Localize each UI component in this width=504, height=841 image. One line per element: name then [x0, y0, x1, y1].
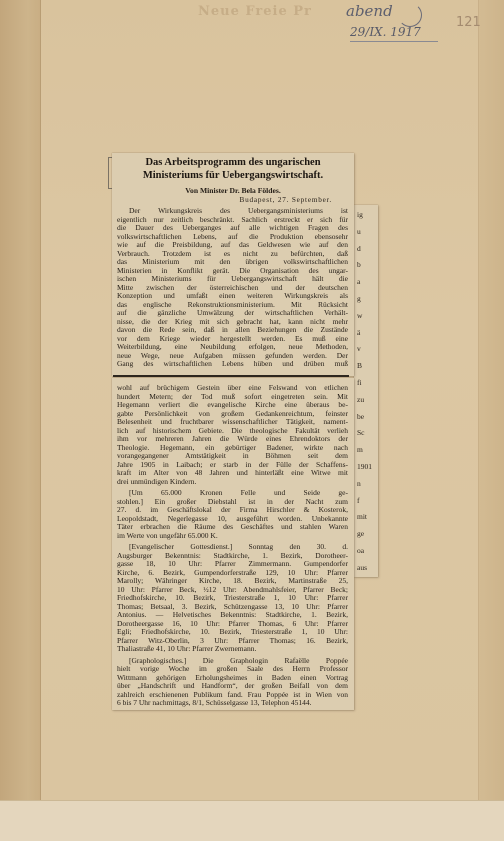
- news-line: Pfarrer Witz-Oberlin, 3 Uhr: Pfarrer Thomas; 16. Bezirk,: [117, 636, 348, 645]
- news-line: Thomas; Betsaal, 3. Bezirk, Schützengasse 13, 10 Uhr: Pfarrer: [117, 602, 348, 611]
- article-title-line: Das Arbeitsprogramm des ungarischen: [145, 157, 321, 168]
- news-line: Dorotheergasse 16, 10 Uhr: Pfarrer Thomas, 6 Uhr: Pfarrer: [117, 619, 348, 628]
- adjacent-column-fragments: [357, 207, 378, 577]
- news-line: Kirche, 6. Bezirk, Gumpendorferstraße 129, 10 Uhr: Pfarrer: [117, 568, 348, 577]
- article-line: ischen Ministeriums für Uebergangswirtschaft hält die: [117, 275, 348, 283]
- news-line: gabte Persönlichkeit von großem Gedankenreichtum, feinster: [117, 409, 348, 418]
- article-line: auf die gänzliche Umwälzung der wirtschaftlichen Verhält-: [117, 309, 348, 317]
- article-line: vor dem Kriege wieder hergestellt werden. Es muß eine: [117, 334, 348, 343]
- column-fragment: n: [357, 478, 361, 488]
- article-line: nisse, die der Krieg mit sich gebracht hat, kann nicht mehr: [117, 317, 348, 326]
- article-line: Verbrauch. Trotzdem ist es nicht zu befürchten, daß: [117, 249, 348, 258]
- article-line: neue Wege, neue Aufgaben müssen gefunden werden. Der: [117, 351, 348, 360]
- news-line: hundert Metern; der Tod muß sofort eingetreten sein. Mit: [117, 392, 348, 401]
- column-fragment: b: [357, 260, 361, 270]
- news-line: Leopoldstadt, Negerlegasse 10, ausgeführt worden. Unbekannte: [117, 514, 348, 523]
- news-line: 27. d. im Geschäftslokal der Firma Hirschler & Kosterok,: [117, 506, 348, 514]
- article-line: Weiterbildung, eine Neubildung erfolgen, neue Methoden,: [117, 343, 348, 351]
- news-line: hielt vorige Woche im großen Saale des Herrn Professor: [117, 665, 348, 673]
- news-line: Belesenheit und fruchtbarer wissenschaftlicher Tätigkeit, nament-: [117, 418, 348, 426]
- news-line: [Evangelischer Gottesdienst.] Sonntag den 30. d.: [129, 543, 348, 551]
- news-line: 10 Uhr: Pfarrer Beck, ½12 Uhr: Abendmahlsfeier, Pfarrer Beck;: [117, 585, 348, 594]
- column-fragment: be: [357, 411, 365, 421]
- article-line: Gang des wirtschaftlichen Lebens hüben und drüben muß: [117, 360, 348, 368]
- news-line: Täter erbrachen die Räume des Geschäftes und stahlen Waren: [117, 523, 348, 531]
- news-line: stohlen.] Ein großer Diebstahl ist in der Nacht zum: [117, 497, 348, 506]
- article-line: die Dauer des Ueberganges auf alle wichtigen Fragen des: [117, 224, 348, 232]
- column-fragment: mit: [357, 512, 368, 522]
- column-fragment: fi: [357, 377, 362, 387]
- news-line: Friedhofskirche, 10. Bezirk, Triesterstraße 1, 10 Uhr: Pfarrer: [117, 594, 348, 602]
- column-fragment: a: [357, 277, 361, 287]
- news-paragraph: [117, 384, 348, 486]
- article-line: eigentlich nur zeitlich beschränkt. Sachlich erstreckt er sich für: [117, 215, 348, 224]
- news-line: gasse 18, 10 Uhr: Pfarrer Zimmermann. Gumpendorfer: [117, 560, 348, 568]
- clipping-upper: [112, 153, 354, 376]
- column-fragment: v: [357, 344, 361, 354]
- news-line: über „Handschrift und Handform“, der großen Beifall von dem: [117, 682, 348, 690]
- news-line: Augsburger Bekenntnis: Stadtkirche, 1. Bezirk, Dorotheer-: [117, 551, 348, 560]
- adjacent-column-strip: [354, 205, 378, 577]
- left-margin-strip: [0, 0, 41, 800]
- article-line: Der Wirkungskreis des Uebergangsministeriums ist: [129, 207, 348, 215]
- column-fragment: u: [357, 226, 361, 236]
- right-margin-strip: [478, 0, 504, 800]
- article-line: das Ministerium mit den übrigen volkswirtschaftlichen: [117, 258, 348, 266]
- clipping-lower: [112, 378, 354, 710]
- news-line: Hegemann verliert die evangelische Kirche eine überaus be-: [117, 401, 348, 409]
- news-line: [Um 65.000 Kronen Felle und Seide ge-: [129, 489, 348, 497]
- article-line: Konzeption und umfaßt einen weiteren Wirkungskreis als: [117, 292, 348, 300]
- column-fragment: ig: [357, 210, 363, 219]
- news-line: Antonius. — Helvetisches Bekenntnis: Stadtkirche, 1. Bezirk,: [117, 611, 348, 619]
- column-fragment: d: [357, 243, 361, 253]
- column-fragment: w: [357, 310, 363, 320]
- news-line: zahlreich erschienenen Publikum fand. Frau Poppée ist in Wien von: [117, 690, 348, 699]
- news-line: im Werte von ungefähr 65.000 K.: [117, 531, 218, 540]
- article-title: [112, 156, 354, 182]
- news-paragraph: [117, 657, 348, 708]
- article-byline: Von Minister Dr. Bela Földes.: [185, 186, 281, 195]
- stamp-text: Neue Freie Pr: [198, 4, 312, 19]
- handwritten-date: 29/IX. 1917: [350, 25, 421, 39]
- column-fragment: B: [357, 361, 363, 371]
- article-line: wie auf die Preisbildung, auf das Geldwesen wie auf den: [117, 241, 348, 249]
- news-line: ihm vor mehreren Jahren die Würde eines Ehrendoktors der: [117, 435, 348, 443]
- column-fragment: oa: [357, 545, 365, 555]
- news-line: wohl auf brüchigem Gestein über eine Felswand von etlichen: [117, 384, 348, 392]
- handwritten-underline: [350, 41, 438, 42]
- article-line: das englische Rekonstruktionsministerium. Mit Rücksicht: [117, 300, 348, 309]
- column-fragment: m: [357, 445, 363, 455]
- handwritten-edition: abend: [346, 2, 393, 20]
- article-line: davon die Rede sein, daß in allen Beziehungen die Zustände: [117, 326, 348, 334]
- news-column: [117, 384, 348, 711]
- news-line: [Graphologisches.] Die Graphologin Rafaëlle Poppée: [129, 656, 348, 665]
- article-line: Ministerien in Konflikt gerät. Die Organisation des ungar-: [117, 266, 348, 275]
- news-paragraph: [117, 543, 348, 654]
- column-fragment: ge: [357, 529, 365, 539]
- article-line: volkswirtschaftlichen Lebens, auf die Produktion ebensosehr: [117, 232, 348, 241]
- bottom-strip: [0, 800, 504, 841]
- news-paragraph: [117, 489, 348, 540]
- column-fragment: g: [357, 293, 361, 303]
- news-line: lich auf historischem Gebiete. Die theologische Fakultät verlieh: [117, 426, 348, 435]
- column-fragment: ä: [357, 327, 361, 337]
- column-fragment: f: [357, 495, 360, 505]
- news-line: 6 bis 7 Uhr nachmittags, 8/1, Schüsselgasse 13, Telephon 45144.: [117, 699, 312, 707]
- column-fragment: zu: [357, 394, 365, 404]
- separator-rule: [113, 375, 349, 377]
- column-fragment: aus: [357, 562, 367, 572]
- news-line: Wittmann gehörigen Erholungsheimes in Baden einen Vortrag: [117, 673, 348, 682]
- article-dateline: Budapest, 27. September.: [239, 196, 332, 204]
- article-line: Mitte zwischen der österreichischen und der deutschen: [117, 283, 348, 292]
- page-number: 121: [456, 15, 481, 30]
- news-line: Thaliastraße 41, 10 Uhr: Pfarrer Zwernemann.: [117, 645, 257, 653]
- column-fragment: Sc: [357, 428, 365, 438]
- article-body: [117, 207, 348, 369]
- news-line: Marolly; Währinger Kirche, 18. Bezirk, Martinstraße 25,: [117, 577, 348, 585]
- handwritten-circle-mark: [398, 3, 422, 27]
- news-line: vorangegangener Amtstätigkeit in Böhmen seit dem: [117, 452, 348, 460]
- news-line: Theologie. Hegemann, ein gebürtiger Badener, wirkte nach: [117, 443, 348, 452]
- news-line: kraft im Alter von 48 Jahren und hinterläßt eine Witwe mit: [117, 469, 348, 477]
- column-fragment: 1901: [357, 461, 372, 471]
- article-title-line: Ministeriums für Uebergangswirtschaft.: [142, 170, 324, 181]
- news-line: Jahre 1905 in Laibach; er starb in der Fülle der Schaffens-: [117, 460, 348, 469]
- news-line: Egli; Friedhofskirche, 10. Bezirk, Triesterstraße 1, 10 Uhr:: [117, 628, 348, 636]
- news-line: drei unmündigen Kindern.: [117, 477, 197, 486]
